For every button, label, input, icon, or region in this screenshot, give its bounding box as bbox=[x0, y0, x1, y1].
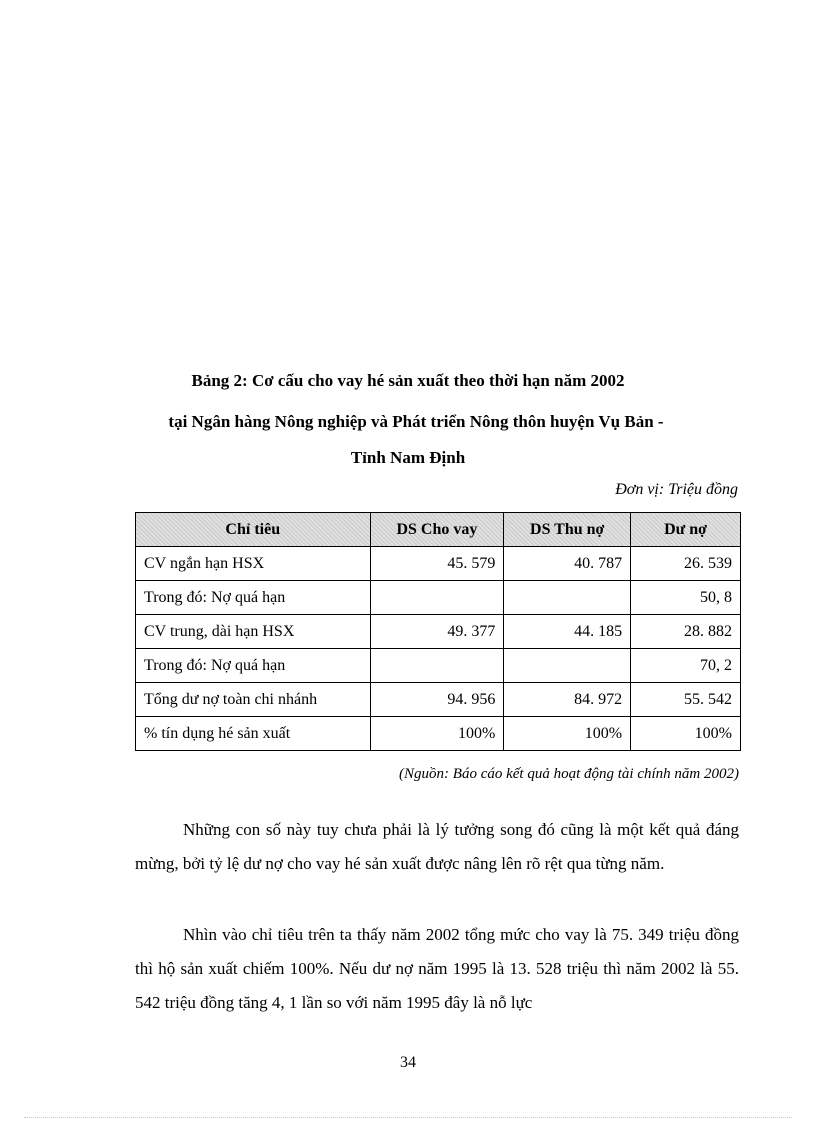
cell-debt-collection: 84. 972 bbox=[504, 683, 631, 717]
cell-loan-sales: 45. 579 bbox=[370, 547, 504, 581]
table-row bbox=[136, 649, 741, 683]
loan-structure-table bbox=[135, 512, 741, 751]
cell-debt-collection bbox=[504, 649, 631, 683]
body-paragraph: Nhìn vào chỉ tiêu trên ta thấy năm 2002 tổng mức cho vay là 75. 349 triệu đồng thì hộ sản xuất chiếm 100%. Nếu dư nợ năm 1995 là 13. 528 triệu thì năm 2002 là 55. 542 triệu đồng tăng 4, 1 lần so với năm 1995 đây là nỗ lực bbox=[135, 925, 739, 1012]
table-title-line-3: Tỉnh Nam Định bbox=[350, 448, 466, 467]
table-row bbox=[136, 717, 741, 751]
page-number: 34 bbox=[400, 1054, 416, 1071]
table-row bbox=[136, 547, 741, 581]
cell-outstanding-debt: 70, 2 bbox=[631, 649, 741, 683]
cell-loan-sales bbox=[370, 581, 504, 615]
cell-debt-collection: 40. 787 bbox=[504, 547, 631, 581]
cell-outstanding-debt: 50, 8 bbox=[631, 581, 741, 615]
row-label: Tổng dư nợ toàn chi nhánh bbox=[136, 683, 371, 717]
cell-loan-sales: 100% bbox=[370, 717, 504, 751]
cell-debt-collection bbox=[504, 581, 631, 615]
header-loan-sales: DS Cho vay bbox=[370, 513, 504, 547]
row-label: Trong đó: Nợ quá hạn bbox=[136, 649, 371, 683]
table-row bbox=[136, 615, 741, 649]
cell-outstanding-debt: 55. 542 bbox=[631, 683, 741, 717]
cell-outstanding-debt: 26. 539 bbox=[631, 547, 741, 581]
cell-loan-sales: 94. 956 bbox=[370, 683, 504, 717]
page-bottom-divider bbox=[24, 1117, 792, 1118]
cell-loan-sales: 49. 377 bbox=[370, 615, 504, 649]
table-row bbox=[136, 581, 741, 615]
cell-outstanding-debt: 28. 882 bbox=[631, 615, 741, 649]
table-header-row bbox=[136, 513, 741, 547]
cell-outstanding-debt: 100% bbox=[631, 717, 741, 751]
header-indicator: Chỉ tiêu bbox=[136, 513, 371, 547]
table-title-line-2: tại Ngân hàng Nông nghiệp và Phát triển Nông thôn huyện Vụ Bản - bbox=[168, 412, 664, 431]
header-debt-collection: DS Thu nợ bbox=[504, 513, 631, 547]
table-row bbox=[136, 683, 741, 717]
table-title-line-1: Bảng 2: Cơ cấu cho vay hé sản xuất theo thời hạn năm 2002 bbox=[191, 371, 625, 390]
cell-debt-collection: 44. 185 bbox=[504, 615, 631, 649]
row-label: % tín dụng hé sản xuất bbox=[136, 717, 371, 751]
row-label: Trong đó: Nợ quá hạn bbox=[136, 581, 371, 615]
row-label: CV trung, dài hạn HSX bbox=[136, 615, 371, 649]
source-note: (Nguồn: Báo cáo kết quả hoạt động tài chính năm 2002) bbox=[399, 766, 739, 782]
body-paragraph: Những con số này tuy chưa phải là lý tưởng song đó cũng là một kết quả đáng mừng, bởi tỷ lệ dư nợ cho vay hé sản xuất được nâng lên rõ rệt qua từng năm. bbox=[135, 820, 739, 873]
cell-debt-collection: 100% bbox=[504, 717, 631, 751]
header-outstanding-debt: Dư nợ bbox=[631, 513, 741, 547]
unit-label: Đơn vị: Triệu đồng bbox=[615, 481, 738, 498]
row-label: CV ngắn hạn HSX bbox=[136, 547, 371, 581]
cell-loan-sales bbox=[370, 649, 504, 683]
